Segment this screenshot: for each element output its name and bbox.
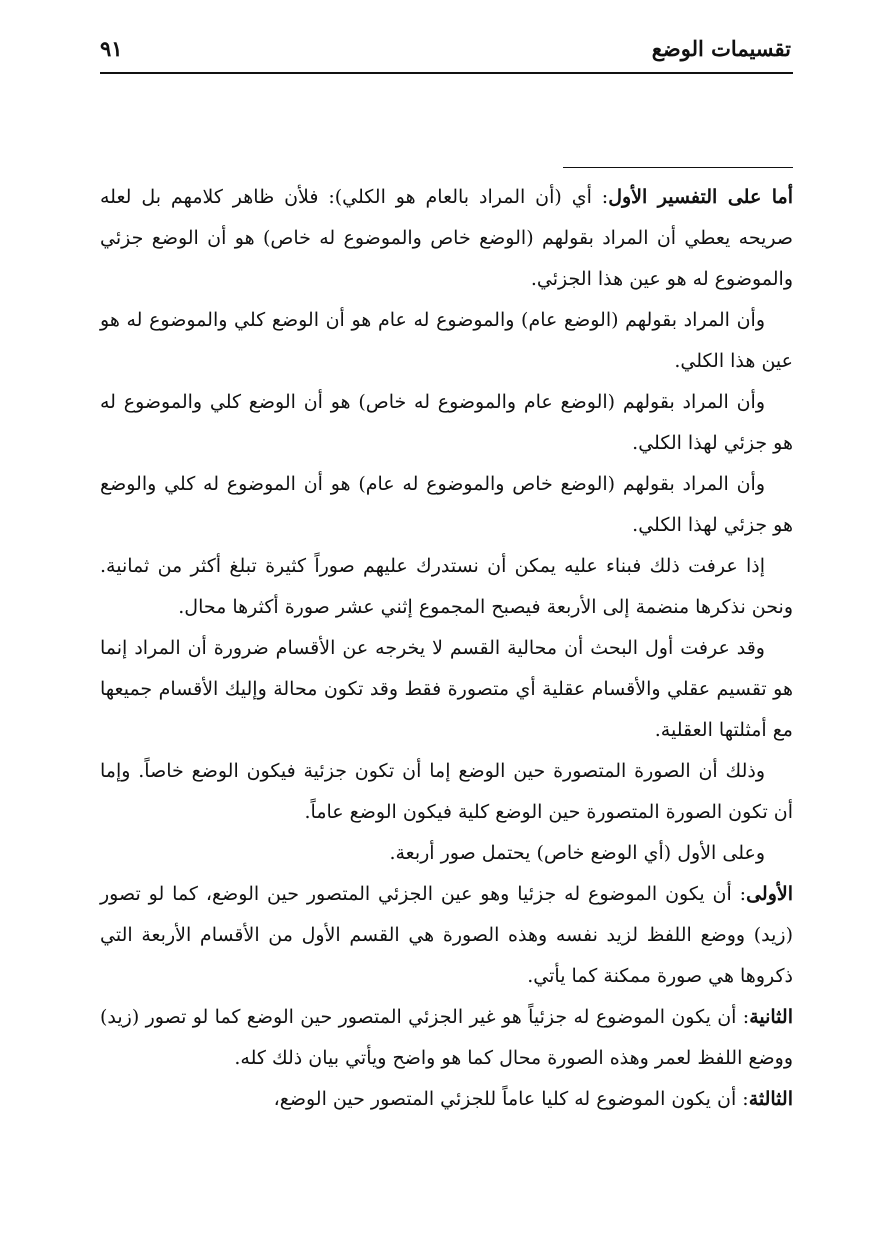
- paragraph-text: وقد عرفت أول البحث أن محالية القسم لا يخرجه عن الأقسام ضرورة أن المراد إنما هو تقسيم عقلي والأقسام عقلية أي متصورة فقط وقد تكون محالة وإليك الأقسام جميعها مع أمثلتها العقلية.: [100, 637, 793, 741]
- paragraph-text: وأن المراد بقولهم (الوضع عام) والموضوع له عام هو أن الوضع كلي والموضوع له هو عين هذا الكلي.: [100, 309, 793, 372]
- page-number: ٩١: [100, 36, 123, 61]
- paragraph: [100, 997, 793, 1079]
- paragraph-lead: الثالثة: [748, 1088, 793, 1110]
- separator-line: [563, 167, 793, 168]
- running-title: تقسيمات الوضع: [651, 36, 791, 61]
- paragraph: [100, 546, 793, 628]
- paragraph: [100, 464, 793, 546]
- paragraph-text: إذا عرفت ذلك فبناء عليه يمكن أن نستدرك عليهم صوراً كثيرة تبلغ أكثر من ثمانية. ونحن نذكرها منضمة إلى الأربعة فيصبح المجموع إثني عشر صورة أكثرها محال.: [100, 555, 793, 618]
- page-header: [100, 30, 793, 74]
- paragraph-text: وعلى الأول (أي الوضع خاص) يحتمل صور أربعة.: [389, 842, 765, 864]
- paragraph-text: وذلك أن الصورة المتصورة حين الوضع إما أن تكون جزئية فيكون الوضع خاصاً. وإما أن تكون الصورة المتصورة حين الوضع كلية فيكون الوضع عاماً.: [100, 760, 793, 823]
- paragraph: [100, 300, 793, 382]
- paragraph-text: وأن المراد بقولهم (الوضع عام والموضوع له خاص) هو أن الوضع كلي والموضوع له هو جزئي لهذا الكلي.: [100, 391, 793, 454]
- paragraph: [100, 833, 793, 874]
- paragraph: [100, 382, 793, 464]
- paragraph-lead: الثانية: [749, 1006, 793, 1028]
- paragraph: [100, 751, 793, 833]
- paragraph-lead: أما على التفسير الأول: [608, 186, 794, 208]
- body-text: [100, 177, 793, 1120]
- paragraph: [100, 1079, 793, 1120]
- paragraph: [100, 628, 793, 751]
- paragraph-text: وأن المراد بقولهم (الوضع خاص والموضوع له عام) هو أن الموضوع له كلي والوضع هو جزئي لهذا الكلي.: [100, 473, 793, 536]
- paragraph: [100, 177, 793, 300]
- paragraph-text: : أن يكون الموضوع له جزئياً هو غير الجزئي المتصور حين الوضع كما لو تصور (زيد) ووضع اللفظ لعمر وهذه الصورة محال كما هو واضح ويأتي بيان ذلك كله.: [100, 1006, 793, 1069]
- paragraph-lead: الأولى: [746, 883, 793, 905]
- header-rule: [100, 72, 793, 74]
- paragraph-text: : أن يكون الموضوع له كليا عاماً للجزئي المتصور حين الوضع،: [273, 1088, 749, 1110]
- paragraph-text: : أن يكون الموضوع له جزئيا وهو عين الجزئي المتصور حين الوضع، كما لو تصور (زيد) ووضع اللفظ لزيد نفسه وهذه الصورة هي القسم الأول من الأقسام الأربعة التي ذكروها هي صورة ممكنة كما يأتي.: [100, 883, 793, 987]
- paragraph-text: : أي (أن المراد بالعام هو الكلي): فلأن ظاهر كلامهم بل لعله صريحه يعطي أن المراد بقولهم (الوضع خاص والموضوع له خاص) هو أن الوضع جزئي والموضوع له هو عين هذا الجزئي.: [100, 186, 793, 290]
- paragraph: [100, 874, 793, 997]
